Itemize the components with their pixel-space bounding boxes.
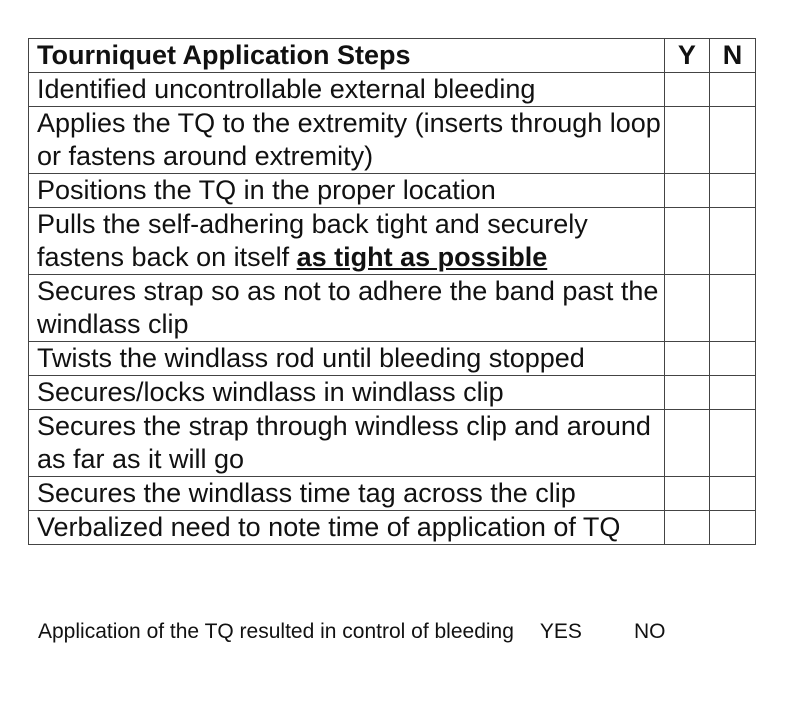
yes-checkbox-cell[interactable] — [664, 174, 709, 208]
yes-checkbox-cell[interactable] — [664, 410, 709, 477]
no-checkbox-cell[interactable] — [709, 342, 755, 376]
no-checkbox-cell[interactable] — [709, 208, 755, 275]
no-checkbox-cell[interactable] — [709, 174, 755, 208]
no-checkbox-cell[interactable] — [709, 275, 755, 342]
table-row — [29, 107, 756, 174]
table-row — [29, 275, 756, 342]
yes-checkbox-cell[interactable] — [664, 275, 709, 342]
yes-checkbox-cell[interactable] — [664, 376, 709, 410]
no-column-header: N — [709, 39, 755, 73]
steps-column-header: Tourniquet Application Steps — [29, 39, 665, 73]
yes-checkbox-cell[interactable] — [664, 477, 709, 511]
step-text: Secures the strap through windless clip and around as far as it will go — [29, 410, 665, 477]
step-text: Twists the windlass rod until bleeding stopped — [29, 342, 665, 376]
step-text-with-emphasis — [29, 208, 665, 275]
no-checkbox-cell[interactable] — [709, 477, 755, 511]
no-checkbox-cell[interactable] — [709, 511, 755, 545]
step-text: Applies the TQ to the extremity (inserts through loop or fastens around extremity) — [29, 107, 665, 174]
yes-checkbox-cell[interactable] — [664, 73, 709, 107]
no-option[interactable]: NO — [633, 620, 666, 643]
step-text: Secures strap so as not to adhere the band past the windlass clip — [29, 275, 665, 342]
table-row — [29, 208, 756, 275]
yes-checkbox-cell[interactable] — [664, 208, 709, 275]
table-row — [29, 342, 756, 376]
no-checkbox-cell[interactable] — [709, 376, 755, 410]
step-text: Pulls the self-adhering back tight and securely fastens back on itself — [37, 209, 588, 272]
table-row — [29, 376, 756, 410]
bleeding-control-question — [38, 620, 665, 644]
table-header-row — [29, 39, 756, 73]
table-row — [29, 410, 756, 477]
table-row — [29, 511, 756, 545]
yes-checkbox-cell[interactable] — [664, 342, 709, 376]
yes-column-header: Y — [664, 39, 709, 73]
no-checkbox-cell[interactable] — [709, 73, 755, 107]
question-text: Application of the TQ resulted in control of bleeding — [38, 620, 514, 643]
step-text: Verbalized need to note time of application of TQ — [29, 511, 665, 545]
tourniquet-checklist-table — [28, 38, 756, 545]
step-text: Positions the TQ in the proper location — [29, 174, 665, 208]
yes-checkbox-cell[interactable] — [664, 511, 709, 545]
table-row — [29, 73, 756, 107]
table-row — [29, 477, 756, 511]
step-text: Secures/locks windlass in windlass clip — [29, 376, 665, 410]
step-text: Identified uncontrollable external bleeding — [29, 73, 665, 107]
yes-option[interactable]: YES — [539, 620, 582, 643]
yes-checkbox-cell[interactable] — [664, 107, 709, 174]
emphasis-text: as tight as possible — [296, 242, 548, 272]
step-text: Secures the windlass time tag across the clip — [29, 477, 665, 511]
no-checkbox-cell[interactable] — [709, 107, 755, 174]
table-row — [29, 174, 756, 208]
no-checkbox-cell[interactable] — [709, 410, 755, 477]
